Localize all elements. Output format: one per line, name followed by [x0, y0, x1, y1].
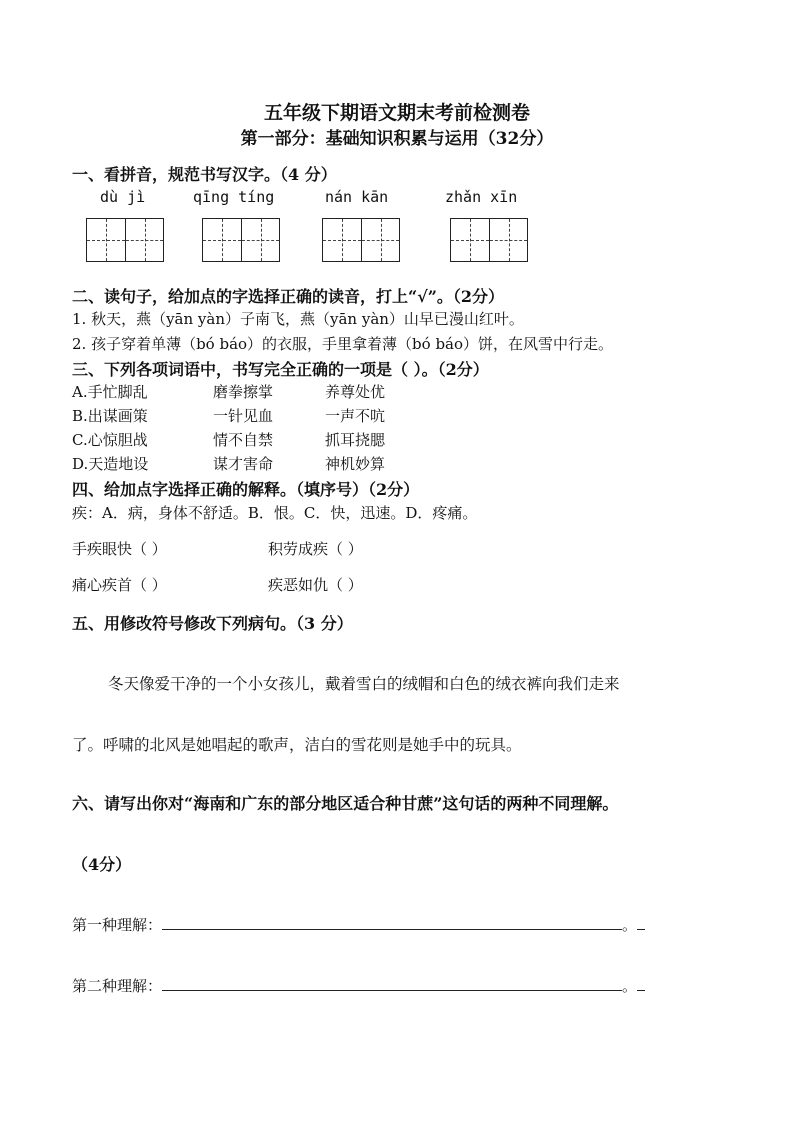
q3-option-d-3: 神机妙算 [325, 455, 386, 473]
q4-item-3[interactable]: 痛心疾首（ ） [72, 576, 167, 594]
q6-score: （4分） [72, 855, 132, 874]
q3-heading: 三、下列各项词语中，书写完全正确的一项是（ ）。（2分） [72, 360, 489, 379]
page-subtitle: 第一部分：基础知识积累与运用（32分） [240, 129, 554, 149]
pinyin-1: dù jì [100, 188, 146, 206]
q5-sentence-line-1: 冬天像爱干净的一个小女孩儿，戴着雪白的绒帽和白色的绒衣裤向我们走来 [108, 675, 620, 693]
q4-item-1[interactable]: 手疾眼快（ ） [72, 540, 167, 558]
q6-answer-row-1 [72, 914, 645, 935]
q6-label-2: 第二种理解： [72, 977, 163, 995]
q3-option-b-1: B.出谋画策 [72, 407, 148, 425]
q5-heading: 五、用修改符号修改下列病句。（3 分） [72, 614, 353, 633]
q3-option-d-1: D.天造地设 [72, 455, 149, 473]
q2-heading: 二、读句子，给加点的字选择正确的读音，打上“√”。（2分） [72, 287, 505, 306]
q3-option-b-3: 一声不吭 [325, 407, 386, 425]
q5-sentence-line-2: 了。呼啸的北风是她唱起的歌声，洁白的雪花则是她手中的玩具。 [72, 736, 522, 754]
q6-heading: 六、请写出你对“海南和广东的部分地区适合种甘蔗”这句话的两种不同理解。 [72, 794, 619, 813]
q3-option-c-1: C.心惊胆战 [72, 431, 148, 449]
q3-option-d-2: 谋才害命 [213, 455, 274, 473]
q6-answer-tail-1 [637, 928, 645, 930]
writing-grid-3[interactable] [322, 218, 400, 262]
q6-answer-blank-1[interactable] [162, 928, 622, 930]
q6-label-1: 第一种理解： [72, 916, 163, 934]
q6-answer-row-2 [72, 975, 645, 996]
q1-heading: 一、看拼音，规范书写汉字。（4 分） [72, 165, 337, 184]
q6-answer-tail-2 [637, 989, 645, 991]
pinyin-3: nán kān [325, 188, 389, 206]
q2-line-2: 2. 孩子穿着单薄（bó báo）的衣服，手里拿着薄（bó báo）饼，在风雪中行走。 [72, 335, 614, 353]
writing-grid-2[interactable] [202, 218, 280, 262]
q4-item-4[interactable]: 疾恶如仇（ ） [268, 576, 363, 594]
pinyin-4: zhǎn xīn [445, 188, 518, 206]
q4-heading: 四、给加点字选择正确的解释。（填序号）（2分） [72, 480, 420, 499]
q3-option-c-3: 抓耳挠腮 [325, 431, 386, 449]
q3-option-a-1: A.手忙脚乱 [72, 383, 148, 401]
q3-option-b-2: 一针见血 [213, 407, 274, 425]
q6-end-mark-2: 。 [622, 977, 638, 995]
q3-option-a-3: 养尊处优 [325, 383, 386, 401]
q4-definition: 疾：A．病，身体不舒适。B．恨。C．快，迅速。D．疼痛。 [72, 504, 478, 522]
writing-grid-1[interactable] [86, 218, 164, 262]
pinyin-2: qīng tíng [193, 188, 275, 206]
q2-line-1: 1. 秋天，燕（yān yàn）子南飞，燕（yān yàn）山早已漫山红叶。 [72, 310, 524, 328]
writing-grid-4[interactable] [450, 218, 528, 262]
q4-item-2[interactable]: 积劳成疾（ ） [268, 540, 363, 558]
q6-end-mark-1: 。 [622, 916, 638, 934]
page-title: 五年级下期语文期末考前检测卷 [263, 102, 530, 124]
q3-option-a-2: 磨拳擦掌 [213, 383, 274, 401]
q3-option-c-2: 情不自禁 [213, 431, 274, 449]
q6-answer-blank-2[interactable] [162, 989, 622, 991]
